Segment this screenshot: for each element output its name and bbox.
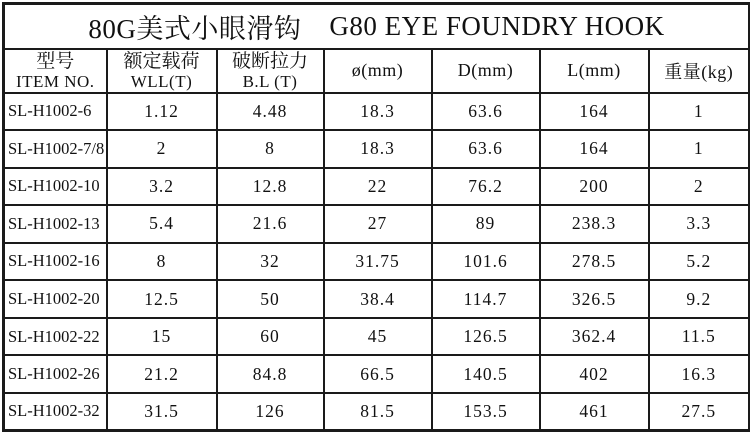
spec-table [2,2,750,432]
weight-cell: 9.2 [649,280,750,318]
l-cell: 200 [540,168,649,206]
bl-cell: 126 [217,393,324,431]
l-cell: 362.4 [540,318,649,356]
table-row [4,205,750,243]
diameter-cell: 22 [324,168,432,206]
wll-cell: 5.4 [107,205,217,243]
header-cell-l [540,49,649,93]
diameter-cell: 81.5 [324,393,432,431]
diameter-cell: 45 [324,318,432,356]
table-row [4,280,750,318]
table-title [4,4,750,49]
title-row [4,4,750,49]
d-cell: 89 [432,205,540,243]
item-no-cell: SL-H1002-10 [4,168,107,206]
d-cell: 114.7 [432,280,540,318]
l-cell: 461 [540,393,649,431]
header-bl-en: B.L (T) [242,71,298,91]
item-no-cell: SL-H1002-7/8 [4,130,107,168]
weight-cell: 11.5 [649,318,750,356]
item-no-cell: SL-H1002-32 [4,393,107,431]
header-cell-wll [107,49,217,93]
weight-cell: 1 [649,93,750,131]
item-no-cell: SL-H1002-16 [4,243,107,281]
l-cell: 164 [540,93,649,131]
header-cell-bl [217,49,324,93]
title-chinese: 80G美式小眼滑钩 [88,13,302,44]
table-row [4,355,750,393]
wll-cell: 21.2 [107,355,217,393]
d-cell: 76.2 [432,168,540,206]
item-no-cell: SL-H1002-26 [4,355,107,393]
table-row [4,393,750,431]
wll-cell: 8 [107,243,217,281]
diameter-cell: 38.4 [324,280,432,318]
header-row [4,49,750,93]
wll-cell: 1.12 [107,93,217,131]
table-row [4,130,750,168]
header-l-label: L(mm) [567,60,621,80]
header-d-label: D(mm) [457,60,514,80]
header-wll-en: WLL(T) [130,71,193,91]
header-cell-item-no [4,49,107,93]
header-cell-diameter [324,49,432,93]
d-cell: 153.5 [432,393,540,431]
weight-cell: 27.5 [649,393,750,431]
l-cell: 278.5 [540,243,649,281]
table-row [4,168,750,206]
l-cell: 164 [540,130,649,168]
header-item-no-cn: 型号 [36,50,75,72]
header-cell-weight [649,49,750,93]
diameter-cell: 31.75 [324,243,432,281]
d-cell: 63.6 [432,93,540,131]
title-english: G80 EYE FOUNDRY HOOK [329,10,665,41]
bl-cell: 4.48 [217,93,324,131]
header-wll-cn: 额定载荷 [123,50,200,72]
bl-cell: 60 [217,318,324,356]
l-cell: 238.3 [540,205,649,243]
table-row [4,243,750,281]
d-cell: 140.5 [432,355,540,393]
bl-cell: 50 [217,280,324,318]
wll-cell: 15 [107,318,217,356]
bl-cell: 84.8 [217,355,324,393]
weight-cell: 1 [649,130,750,168]
weight-cell: 16.3 [649,355,750,393]
diameter-cell: 18.3 [324,93,432,131]
weight-cell: 2 [649,168,750,206]
header-item-no-en: ITEM NO. [15,71,95,91]
d-cell: 126.5 [432,318,540,356]
wll-cell: 2 [107,130,217,168]
weight-cell: 5.2 [649,243,750,281]
bl-cell: 32 [217,243,324,281]
item-no-cell: SL-H1002-22 [4,318,107,356]
d-cell: 101.6 [432,243,540,281]
item-no-cell: SL-H1002-6 [4,93,107,131]
item-no-cell: SL-H1002-13 [4,205,107,243]
l-cell: 402 [540,355,649,393]
header-weight-label: 重量(kg) [664,61,734,82]
header-bl-cn: 破断拉力 [231,50,308,72]
header-diameter-label: ø(mm) [351,60,404,80]
item-no-cell: SL-H1002-20 [4,280,107,318]
diameter-cell: 27 [324,205,432,243]
table-row [4,93,750,131]
diameter-cell: 18.3 [324,130,432,168]
bl-cell: 8 [217,130,324,168]
table-row [4,318,750,356]
bl-cell: 21.6 [217,205,324,243]
d-cell: 63.6 [432,130,540,168]
diameter-cell: 66.5 [324,355,432,393]
weight-cell: 3.3 [649,205,750,243]
wll-cell: 3.2 [107,168,217,206]
wll-cell: 31.5 [107,393,217,431]
bl-cell: 12.8 [217,168,324,206]
header-cell-d [432,49,540,93]
wll-cell: 12.5 [107,280,217,318]
l-cell: 326.5 [540,280,649,318]
